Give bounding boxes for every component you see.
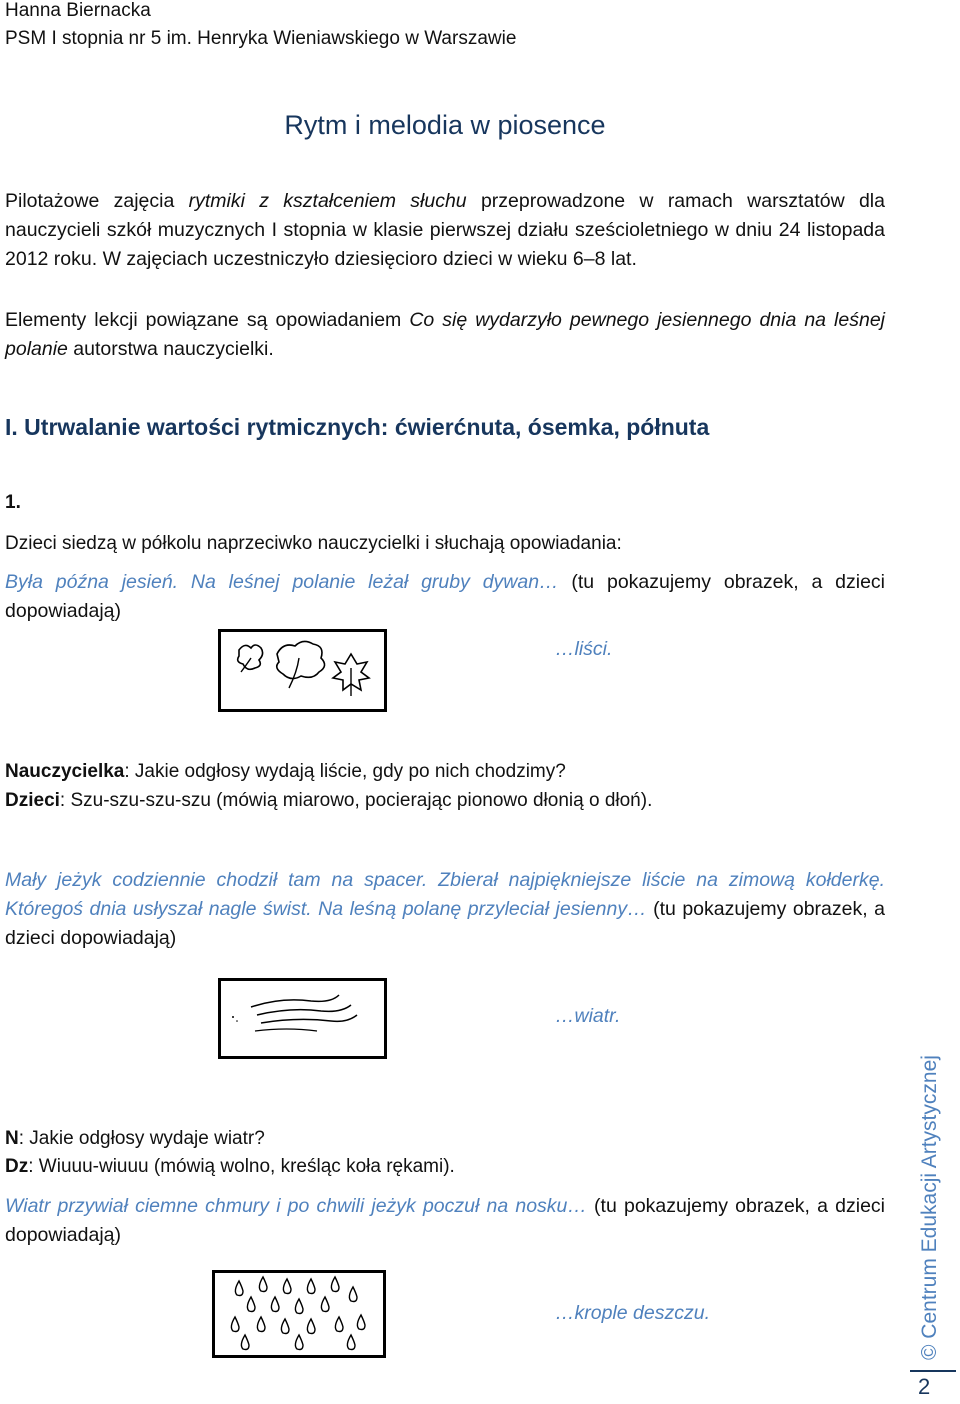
rain-picture	[212, 1270, 386, 1358]
intro-text-italic: rytmiki z kształceniem słuchu	[188, 190, 467, 212]
lesson-text-post: autorstwa nauczycielki.	[67, 338, 274, 360]
speaker-n: N	[5, 1128, 19, 1149]
school-name: PSM I stopnia nr 5 im. Henryka Wieniawskiego w Warszawie	[5, 28, 517, 49]
speaker-dz: Dz	[5, 1156, 29, 1177]
story-text-3: Wiatr przywiał ciemne chmury i po chwili jeżyk poczuł na nosku…	[5, 1195, 587, 1217]
page-title: Rytm i melodia w piosence	[284, 110, 606, 140]
speaker-teacher: Nauczycielka	[5, 761, 125, 782]
intro-paragraph	[5, 187, 885, 274]
copyright-vertical: © Centrum Edukacji Artystycznej	[918, 1055, 941, 1360]
wind-icon	[221, 981, 384, 1056]
leaves-icon	[221, 632, 384, 709]
raindrops-icon	[215, 1273, 383, 1355]
children-answer-2: : Wiuuu-wiuuu (mówią wolno, kreśląc koła rękami).	[28, 1156, 455, 1177]
story-text-1: Była późna jesień. Na leśnej polanie leżał gruby dywan…	[5, 571, 559, 593]
page-number: 2	[918, 1374, 931, 1399]
intro-text-post: przeprowadzone w ramach warsztatów dla nauczycieli szkół muzycznych I stopnia w klasie pierwszej działu sześcioletniego w dniu 24 listopada 2012 roku. W zajęciach uczestniczyło dziesięcioro dzieci w wieku 6–8 lat.	[5, 190, 885, 270]
wind-picture	[218, 978, 387, 1059]
answer-wind: …wiatr.	[555, 1005, 621, 1027]
teacher-question: : Jakie odgłosy wydają liście, gdy po nich chodzimy?	[124, 761, 566, 782]
answer-leaves: …liści.	[555, 638, 613, 660]
story-text-2: Mały jeżyk codziennie chodził tam na spacer. Zbierał najpiękniejsze liście na zimową kołderkę. Któregoś dnia usłyszał nagle świst. Na leśną polanę przyleciał jesienny…	[5, 869, 885, 920]
dialog-children-line	[5, 786, 652, 815]
section-heading: I. Utrwalanie wartości rytmicznych: ćwierćnuta, ósemka, półnuta	[5, 414, 710, 440]
teacher-question-2: : Jakie odgłosy wydaje wiatr?	[18, 1128, 265, 1149]
lesson-text-pre: Elementy lekcji powiązane są opowiadaniem	[5, 309, 410, 331]
speaker-children: Dzieci	[5, 790, 60, 811]
story-note-3: (tu pokazujemy obrazek, a dzieci dopowiadają)	[5, 1195, 886, 1246]
lesson-paragraph	[5, 306, 885, 364]
intro-text-pre: Pilotażowe zajęcia	[5, 190, 189, 212]
exercise-instruction: Dzieci siedzą w półkolu naprzeciwko nauczycielki i słuchają opowiadania:	[5, 533, 622, 554]
children-answer: : Szu-szu-szu-szu (mówią miarowo, pocierając pionowo dłonią o dłoń).	[59, 790, 653, 811]
exercise-number: 1.	[5, 492, 21, 513]
dialog2-children-line	[5, 1152, 455, 1181]
answer-rain: …krople deszczu.	[555, 1302, 710, 1324]
story-part-3	[5, 1192, 885, 1250]
author-name: Hanna Biernacka	[5, 0, 151, 21]
story-part-2	[5, 866, 885, 953]
footer-divider	[910, 1370, 956, 1372]
dialog-teacher-line	[5, 757, 566, 786]
story-part-1	[5, 568, 885, 626]
story-note-1: (tu pokazujemy obrazek, a dzieci dopowiadają)	[5, 571, 885, 622]
story-note-2: (tu pokazujemy obrazek, a dzieci dopowiadają)	[5, 898, 885, 949]
story-title: Co się wydarzyło pewnego jesiennego dnia na leśnej polanie	[5, 309, 885, 360]
leaves-picture	[218, 629, 387, 712]
dialog2-teacher-line	[5, 1124, 265, 1153]
